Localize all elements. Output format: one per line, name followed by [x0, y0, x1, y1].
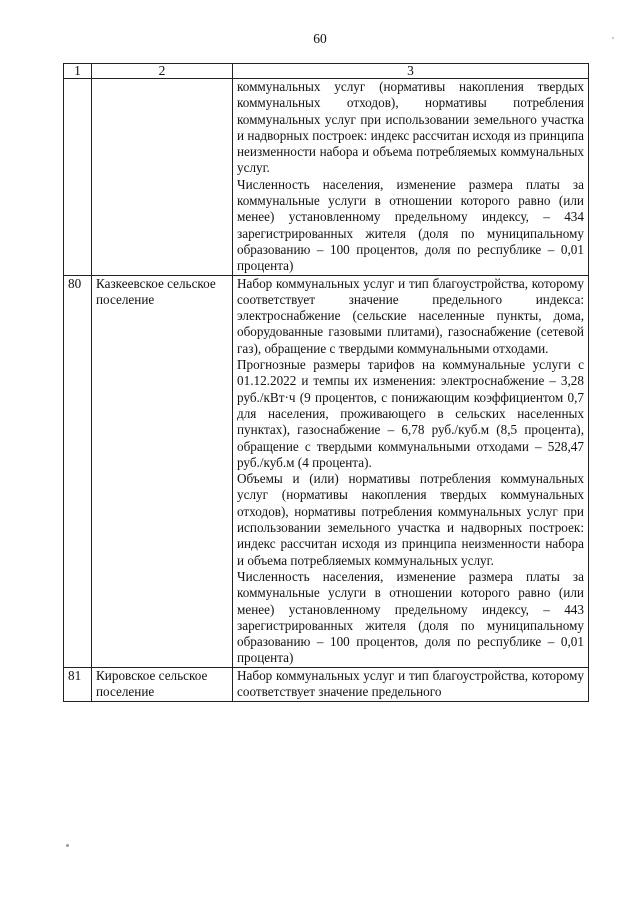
settlement-name: Кировское сельское поселение	[92, 667, 233, 701]
description-cell	[233, 667, 589, 701]
scan-speck	[66, 844, 69, 847]
row-number: 80	[64, 275, 92, 667]
paragraph: коммунальных услуг (нормативы накопления твердых коммунальных отходов), нормативы потребления коммунальных услуг при использовании земельного участка и надворных построек: индекс рассчитан исходя из принципа неизменности набора и объема потребляемых коммунальных услуг.	[237, 79, 584, 176]
description-cell	[233, 79, 589, 276]
table-header-row	[64, 64, 589, 79]
header-cell-3: 3	[233, 64, 589, 79]
table-row	[64, 667, 589, 701]
row-number: 81	[64, 667, 92, 701]
settlement-name	[92, 79, 233, 276]
header-cell-2: 2	[92, 64, 233, 79]
paragraph: Набор коммунальных услуг и тип благоустройства, которому соответствует значение предельного	[237, 667, 584, 699]
paragraph: Прогнозные размеры тарифов на коммунальные услуги с 01.12.2022 и темпы их изменения: электроснабжение – 3,28 руб./кВт·ч (9 процентов, с понижающим коэффициентом 0,7 для населения, проживающего в сельских населенных пунктах), газоснабжение – 6,78 руб./куб.м (8,5 процента), обращение с твердыми коммунальными отходами – 528,47 руб./куб.м (4 процента).	[237, 357, 584, 470]
data-table	[63, 63, 589, 702]
paragraph: Численность населения, изменение размера платы за коммунальные услуги в отношении которого равно (или менее) установленному предельному индексу, – 434 зарегистрированных жителя (доля по муниципальному образованию – 100 процентов, доля по республике – 0,01 процента)	[237, 176, 584, 274]
header-cell-1: 1	[64, 64, 92, 79]
paragraph: Набор коммунальных услуг и тип благоустройства, которому соответствует значение предельного индекса: электроснабжение (сельские населенные пункты, дома, оборудованные газовыми плитами), газоснабжение (сетевой газ), обращение с твердыми коммунальными отходами.	[237, 275, 584, 356]
paragraph: Численность населения, изменение размера платы за коммунальные услуги в отношении которого равно (или менее) установленному предельному индексу, – 443 зарегистрированных жителя (доля по муниципальному образованию – 100 процентов, доля по республике – 0,01 процента)	[237, 568, 584, 666]
scan-speck	[612, 37, 614, 39]
table-row	[64, 275, 589, 667]
page-number: 60	[313, 31, 327, 46]
description-cell	[233, 275, 589, 667]
settlement-name: Казкеевское сельское поселение	[92, 275, 233, 667]
row-number	[64, 79, 92, 276]
table-row	[64, 79, 589, 276]
paragraph: Объемы и (или) нормативы потребления коммунальных услуг (нормативы накопления твердых коммунальных отходов), нормативы потребления коммунальных услуг при использовании земельного участка и надворных построек: индекс рассчитан исходя из принципа неизменности набора и объема потребляемых коммунальных услуг.	[237, 471, 584, 568]
